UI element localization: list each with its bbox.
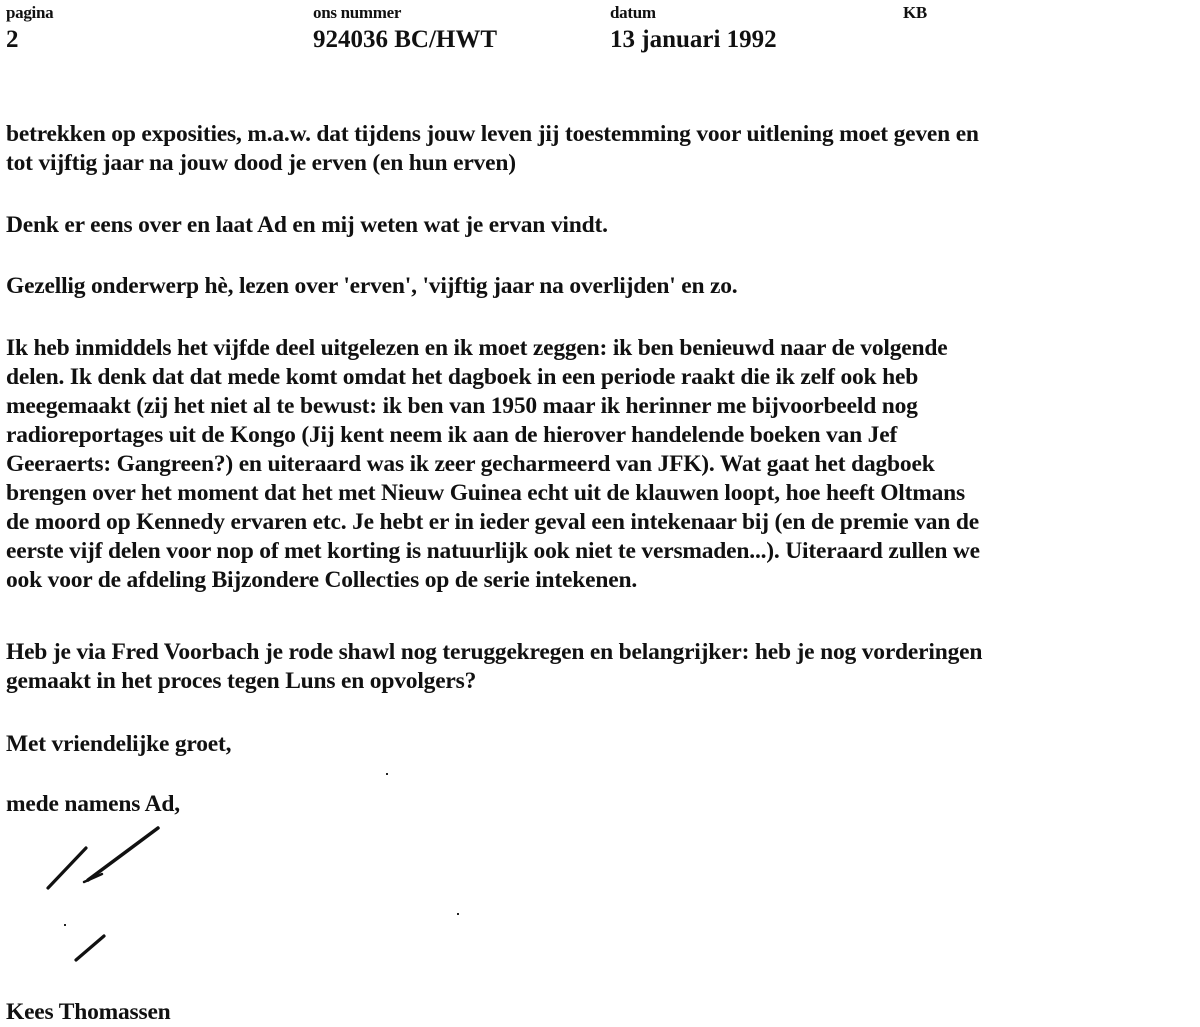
- pagina-label: pagina: [6, 3, 54, 22]
- on-behalf-text: mede namens Ad,: [6, 791, 180, 817]
- kb-label: KB: [903, 3, 927, 22]
- text-line: Gezellig onderwerp hè, lezen over 'erven', 'vijftig jaar na overlijden' en zo.: [6, 273, 738, 299]
- text-line: brengen over het moment dat het met Nieuw Guinea echt uit de klauwen loopt, hoe heeft Oltmans: [6, 480, 965, 506]
- datum-label: datum: [610, 3, 656, 22]
- scan-speck: [457, 913, 459, 915]
- text-line: eerste vijf delen voor nop of met korting is natuurlijk ook niet te versmaden...). Uiteraard zullen we: [6, 538, 980, 564]
- text-line: Heb je via Fred Voorbach je rode shawl nog teruggekregen en belangrijker: heb je nog vorderingen: [6, 639, 983, 665]
- signer-name: [6, 998, 1196, 1027]
- ons-nummer-label: ons nummer: [313, 3, 402, 22]
- text-line: gemaakt in het proces tegen Luns en opvolgers?: [6, 668, 477, 694]
- signature-graphic: [40, 820, 180, 970]
- closing: [6, 730, 1196, 759]
- text-line: Denk er eens over en laat Ad en mij weten wat je ervan vindt.: [6, 212, 608, 238]
- scan-speck: [386, 773, 388, 775]
- text-line: delen. Ik denk dat dat mede komt omdat het dagboek in een periode raakt die ik zelf ook heb: [6, 364, 919, 390]
- text-line: radioreportages uit de Kongo (Jij kent neem ik aan de hierover handelende boeken van Jef: [6, 422, 898, 448]
- text-line: ook voor de afdeling Bijzondere Collecties op de serie intekenen.: [6, 567, 638, 593]
- text-line: de moord op Kennedy ervaren etc. Je hebt er in ieder geval een intekenaar bij (en de premie van de: [6, 509, 979, 535]
- paragraph-2: [6, 211, 1196, 240]
- closing-text: Met vriendelijke groet,: [6, 731, 232, 757]
- paragraph-1: [6, 120, 1196, 178]
- pagina-value: 2: [6, 26, 19, 53]
- scan-speck: [64, 924, 66, 926]
- on-behalf: [6, 790, 1196, 819]
- text-line: betrekken op exposities, m.a.w. dat tijdens jouw leven jij toestemming voor uitlening moet geven en: [6, 121, 979, 147]
- datum-value: 13 januari 1992: [610, 26, 777, 53]
- signer-name-text: Kees Thomassen: [6, 999, 171, 1025]
- text-line: Geeraerts: Gangreen?) en uiteraard was ik zeer gecharmeerd van JFK). Wat gaat het dagboek: [6, 451, 935, 477]
- text-line: tot vijftig jaar na jouw dood je erven (en hun erven): [6, 150, 516, 176]
- ons-nummer-value: 924036 BC/HWT: [313, 26, 498, 53]
- text-line: Ik heb inmiddels het vijfde deel uitgelezen en ik moet zeggen: ik ben benieuwd naar de volgende: [6, 335, 948, 361]
- paragraph-3: [6, 272, 1196, 301]
- text-line: meegemaakt (zij het niet al te bewust: ik ben van 1950 maar ik herinner me bijvoorbeeld nog: [6, 393, 918, 419]
- paragraph-4: [6, 334, 1196, 595]
- paragraph-5: [6, 638, 1196, 696]
